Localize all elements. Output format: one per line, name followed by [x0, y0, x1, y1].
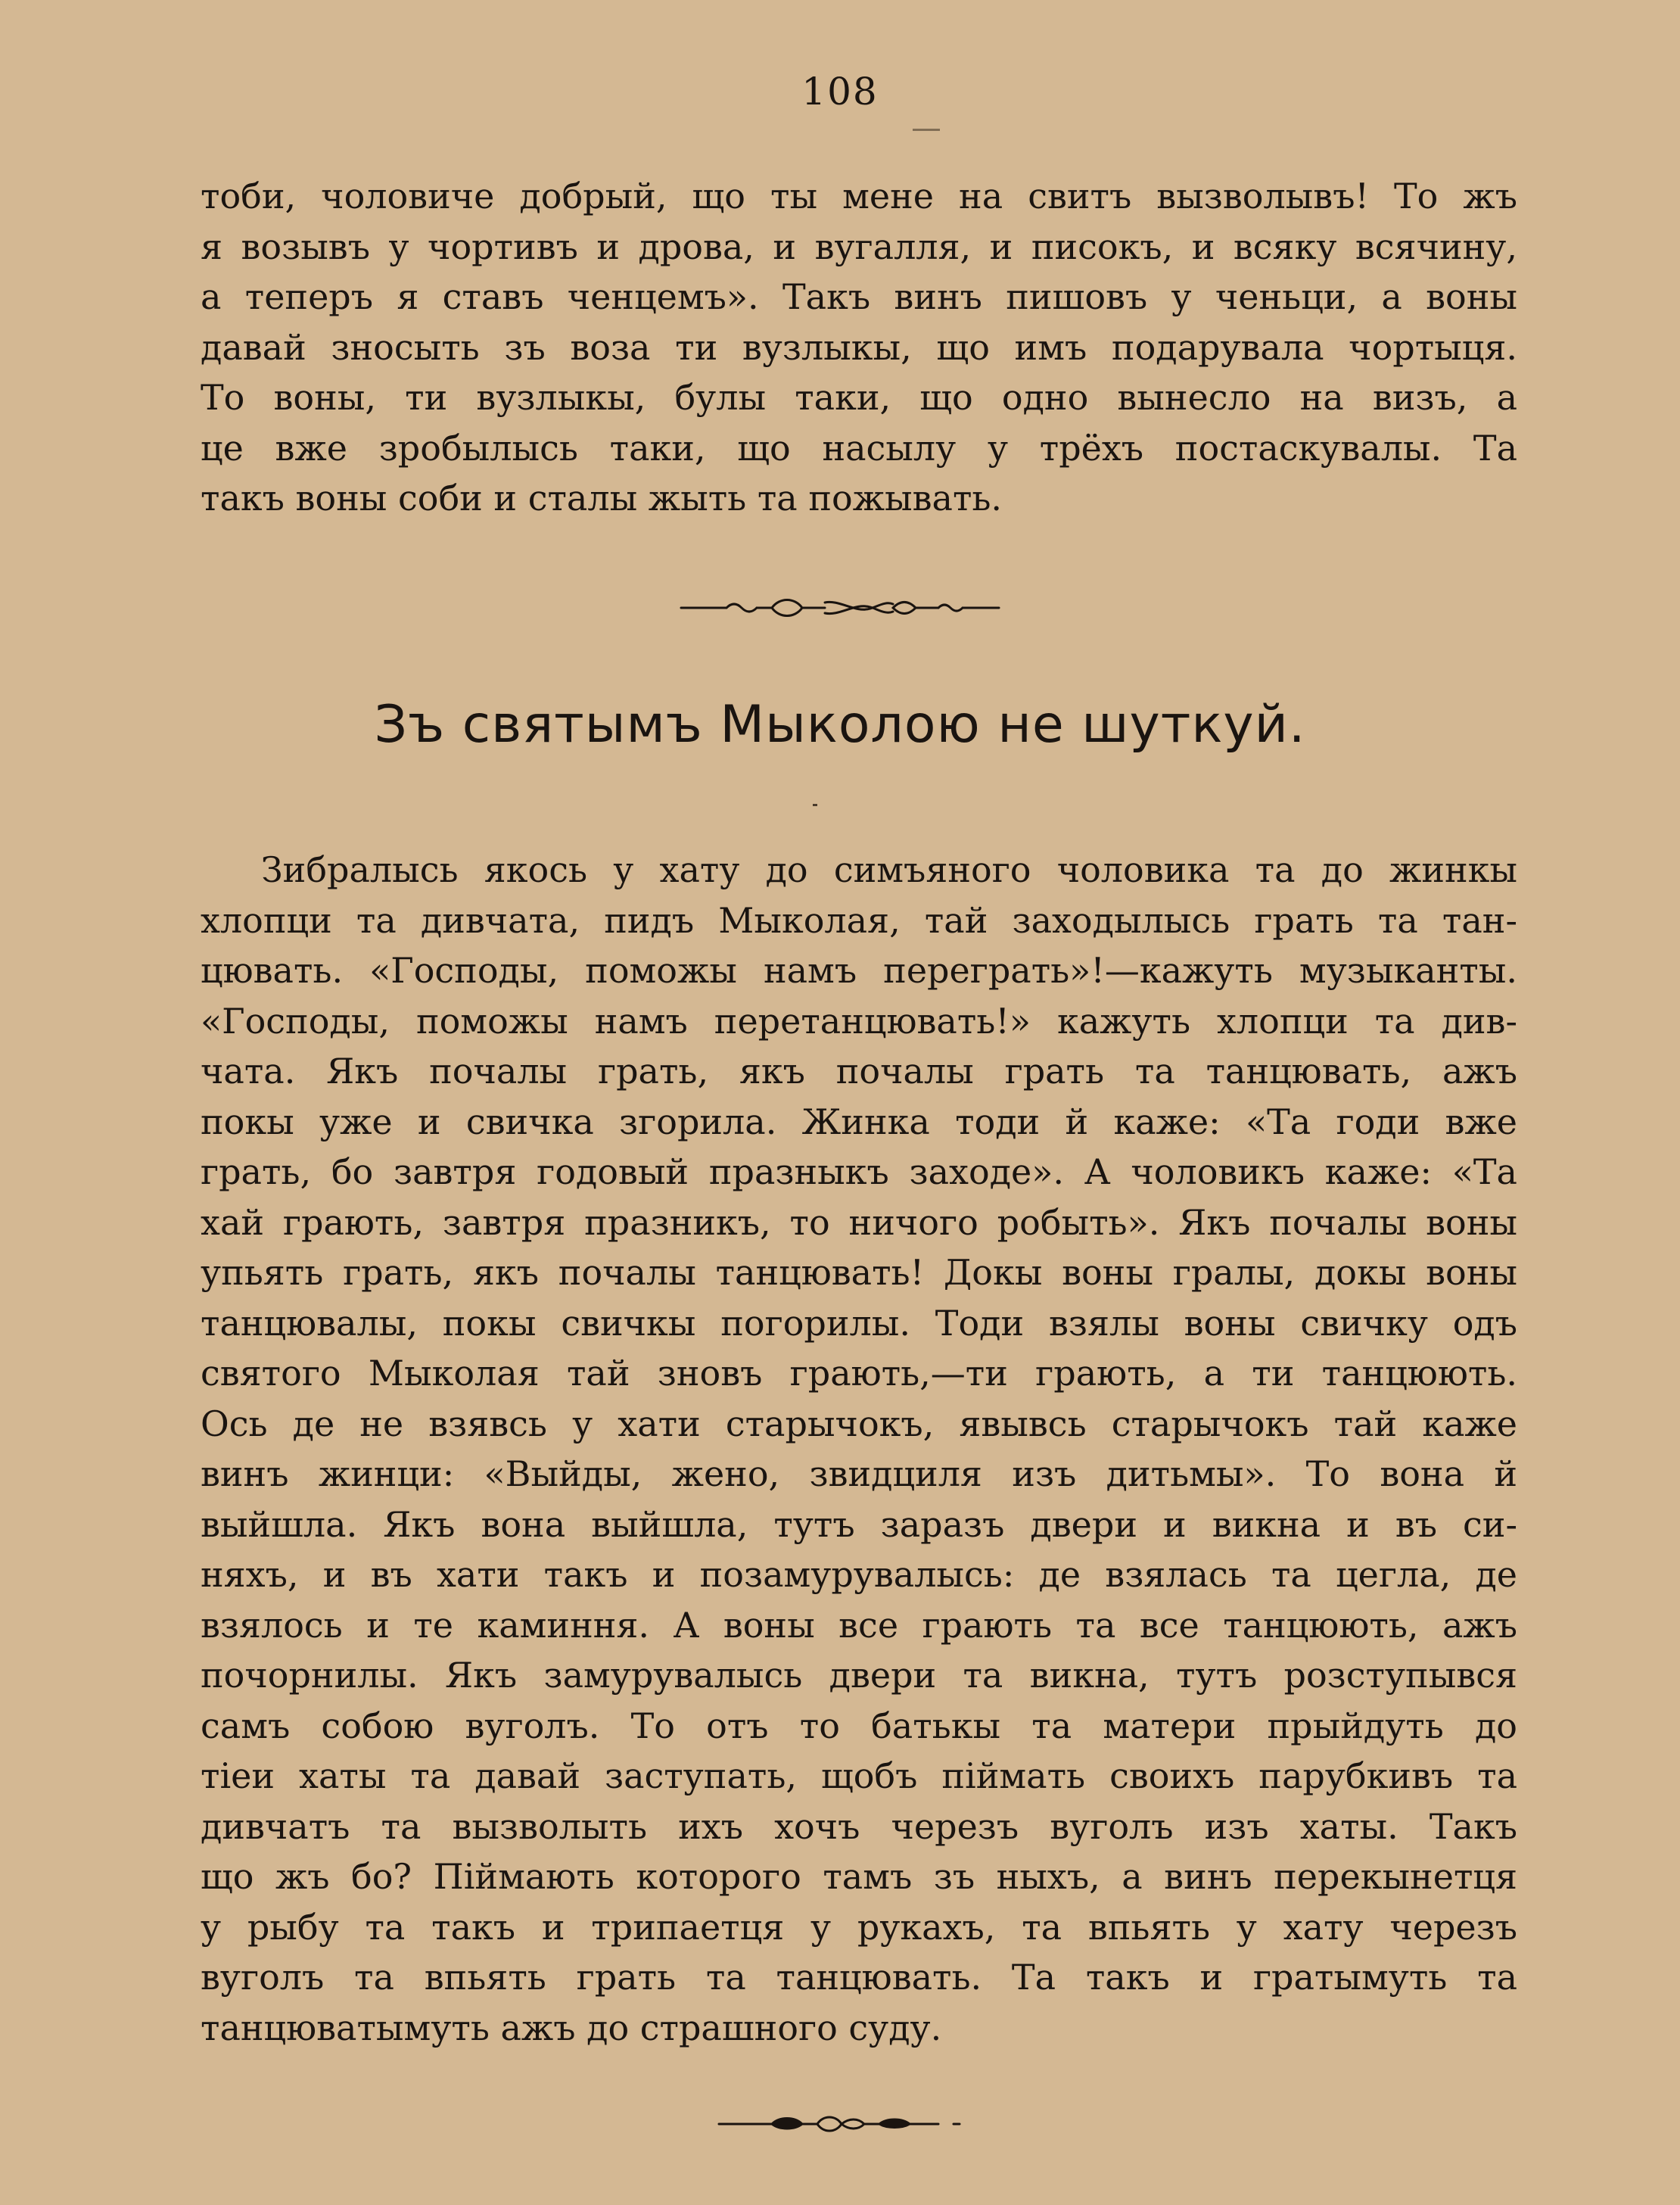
- text-line: тоби, чоловиче добрый, що ты мене на свитъ вызволывъ! То жъ: [201, 176, 1517, 216]
- text-line: танцювалы, покы свичкы погорилы. Тоди взялы воны свичку одъ: [201, 1302, 1517, 1344]
- text-line: що жъ бо? Піймають которого тамъ зъ ныхъ, а винъ перекынетця: [201, 1856, 1517, 1897]
- text-line: няхъ, и въ хати такъ и позамурувалысь: де взялась та цегла, де: [201, 1554, 1517, 1595]
- text-line: Ось де не взявсь у хати старычокъ, явывсь старычокъ тай каже: [201, 1403, 1517, 1444]
- ornament-divider-bottom: [0, 2112, 1680, 2138]
- paragraph-story: [201, 845, 1517, 2053]
- text-line: самъ собою вуголъ. То отъ то батькы та матери прыйдуть до: [201, 1705, 1517, 1746]
- text-line: тіеи хаты та давай заступать, щобъ піймать своихъ парубкивъ та: [201, 1755, 1517, 1796]
- text-line: танцюватымуть ажъ до страшного суду.: [201, 2007, 942, 2048]
- text-line: взялось и те каминня. А воны все грають та все танцюють, ажъ: [201, 1604, 1517, 1646]
- text-line: дивчатъ та вызволыть ихъ хочъ черезъ вуголъ изъ хаты. Такъ: [201, 1805, 1517, 1847]
- text-line: выйшла. Якъ вона выйшла, тутъ заразъ двери и викна и въ си-: [201, 1503, 1517, 1545]
- text-line: покы уже и свичка згорила. Жинка тоди й каже: «Та годи вже: [201, 1101, 1517, 1142]
- text-line: То воны, ти вузлыкы, булы таки, що одно вынесло на визъ, а: [201, 377, 1517, 418]
- page-number: 108: [801, 70, 879, 114]
- text-line: вуголъ та впьять грать та танцювать. Та такъ и гратымуть та: [201, 1957, 1517, 1998]
- text-line: давай зносыть зъ воза ти вузлыкы, що имъ подарувала чортыця.: [201, 326, 1517, 368]
- text-line: я возывъ у чортивъ и дрова, и вугалля, и писокъ, и всяку всячину,: [201, 226, 1517, 267]
- text-line: такъ воны соби и сталы жыть та пожывать.: [201, 478, 1003, 519]
- text-line: упьять грать, якъ почалы танцювать! Докы воны гралы, докы воны: [201, 1252, 1517, 1293]
- heading-mark: [813, 804, 817, 806]
- text-line: чата. Якъ почалы грать, якъ почалы грать та танцювать, ажъ: [201, 1051, 1517, 1092]
- text-line: цювать. «Господы, поможы намъ переграть»!—кажуть музыканты.: [201, 950, 1517, 991]
- text-line: у рыбу та такъ и трипаетця у рукахъ, та впьять у хату черезъ: [201, 1906, 1517, 1948]
- ornament-divider-icon: [674, 596, 1006, 619]
- text-line: грать, бо завтря годовый празныкъ заходе». А чоловикъ каже: «Та: [201, 1151, 1517, 1192]
- text-line: це вже зробылысь таки, що насылу у трёхъ постаскувалы. Та: [201, 427, 1517, 469]
- text-line: хлопци та дивчата, пидъ Мыколая, тай заходылысь грать та тан-: [201, 899, 1517, 941]
- section-heading: Зъ святымъ Мыколою не шуткуй.: [374, 695, 1306, 755]
- text-line: хай грають, завтря празникъ, то ничого робыть». Якъ почалы воны: [201, 1201, 1517, 1243]
- ornament-divider-icon: [711, 2112, 969, 2135]
- ornament-divider-top: [0, 596, 1680, 622]
- text-line: винъ жинци: «Выйды, жено, звидциля изъ дитьмы». То вона й: [201, 1453, 1517, 1494]
- page-number-mark: [913, 129, 940, 131]
- text-line: святого Мыколая тай зновъ грають,—ти грають, а ти танцюють.: [201, 1353, 1517, 1394]
- text-line: «Господы, поможы намъ перетанцювать!» кажуть хлопци та див-: [201, 1000, 1517, 1042]
- text-line: почорнилы. Якъ замурувалысь двери та викна, тутъ розступывся: [201, 1655, 1517, 1696]
- text-line: Зибралысь якось у хату до симъяного чоловика та до жинкы: [261, 849, 1517, 890]
- text-line: а теперъ я ставъ ченцемъ». Такъ винъ пишовъ у ченьци, а воны: [201, 276, 1517, 317]
- paragraph-continuation: [201, 171, 1517, 524]
